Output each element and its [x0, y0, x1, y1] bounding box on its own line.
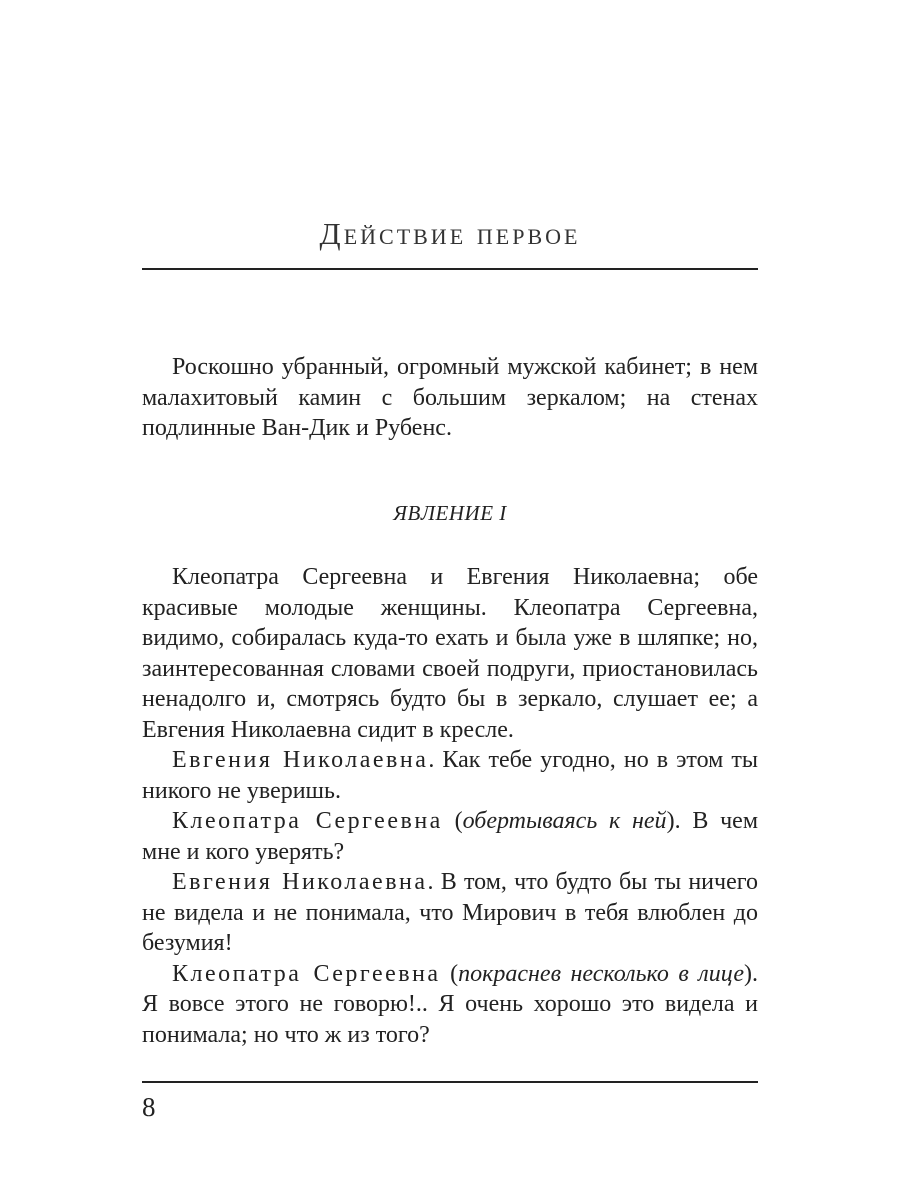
speech-text: . В том, что будто бы ты ничего не видела и не понимала, что Мирович в тебя влюблен до безумия! — [142, 869, 758, 956]
stage-remark: обертываясь к ней — [462, 808, 667, 834]
scene-body — [142, 562, 758, 1050]
dialogue-line — [142, 745, 758, 806]
act-heading: Действие первое — [319, 216, 581, 251]
scene-intro: Клеопатра Сергеевна и Евгения Николаевна; обе красивые молодые женщины. Клеопатра Сергеевна, видимо, собиралась куда-то ехать и была уже в шляпке; но, заинтересованная словами своей подруги, приостановилась ненадолго и, смотрясь будто бы в зеркало, слушает ее; а Евгения Николаевна сидит в кресле. — [142, 564, 758, 743]
stage-remark: покраснев несколько в лице — [458, 960, 745, 987]
top-rule — [142, 268, 758, 270]
dialogue-line — [142, 867, 758, 959]
page-number: 8 — [142, 1092, 156, 1122]
stage-direction-text: Роскошно убранный, огромный мужской кабинет; в нем малахитовый камин с большим зеркалом; на стенах подлинные Ван-Дик и Рубенс. — [142, 354, 758, 441]
dialogue-line: Клеопатра Сергеевна (обертываясь к ней). В чем мне и кого уверять? — [142, 808, 759, 865]
speech-text: . В чем мне и кого уверять? — [142, 808, 759, 865]
bottom-rule — [142, 1081, 758, 1083]
scene-title: ЯВЛЕНИЕ I — [393, 501, 507, 525]
speech-text: . Я вовсе этого не говорю!.. Я очень хорошо это видела и понимала; но что ж из того? — [142, 960, 759, 1048]
speaker-name: Клеопатра Сергеевна — [172, 808, 443, 834]
speaker-name: Клеопатра Сергеевна — [172, 960, 441, 987]
speaker-name: Евгения Николаевна — [172, 747, 429, 773]
speech-text: . Как тебе угодно, но в этом ты никого не уверишь. — [142, 747, 758, 804]
stage-direction — [142, 352, 758, 444]
speaker-name: Евгения Николаевна — [172, 869, 428, 895]
dialogue-line: Клеопатра Сергеевна (покраснев несколько в лице). Я вовсе этого не говорю!.. Я очень хорошо это видела и понимала; но что ж из того? — [142, 960, 759, 1048]
